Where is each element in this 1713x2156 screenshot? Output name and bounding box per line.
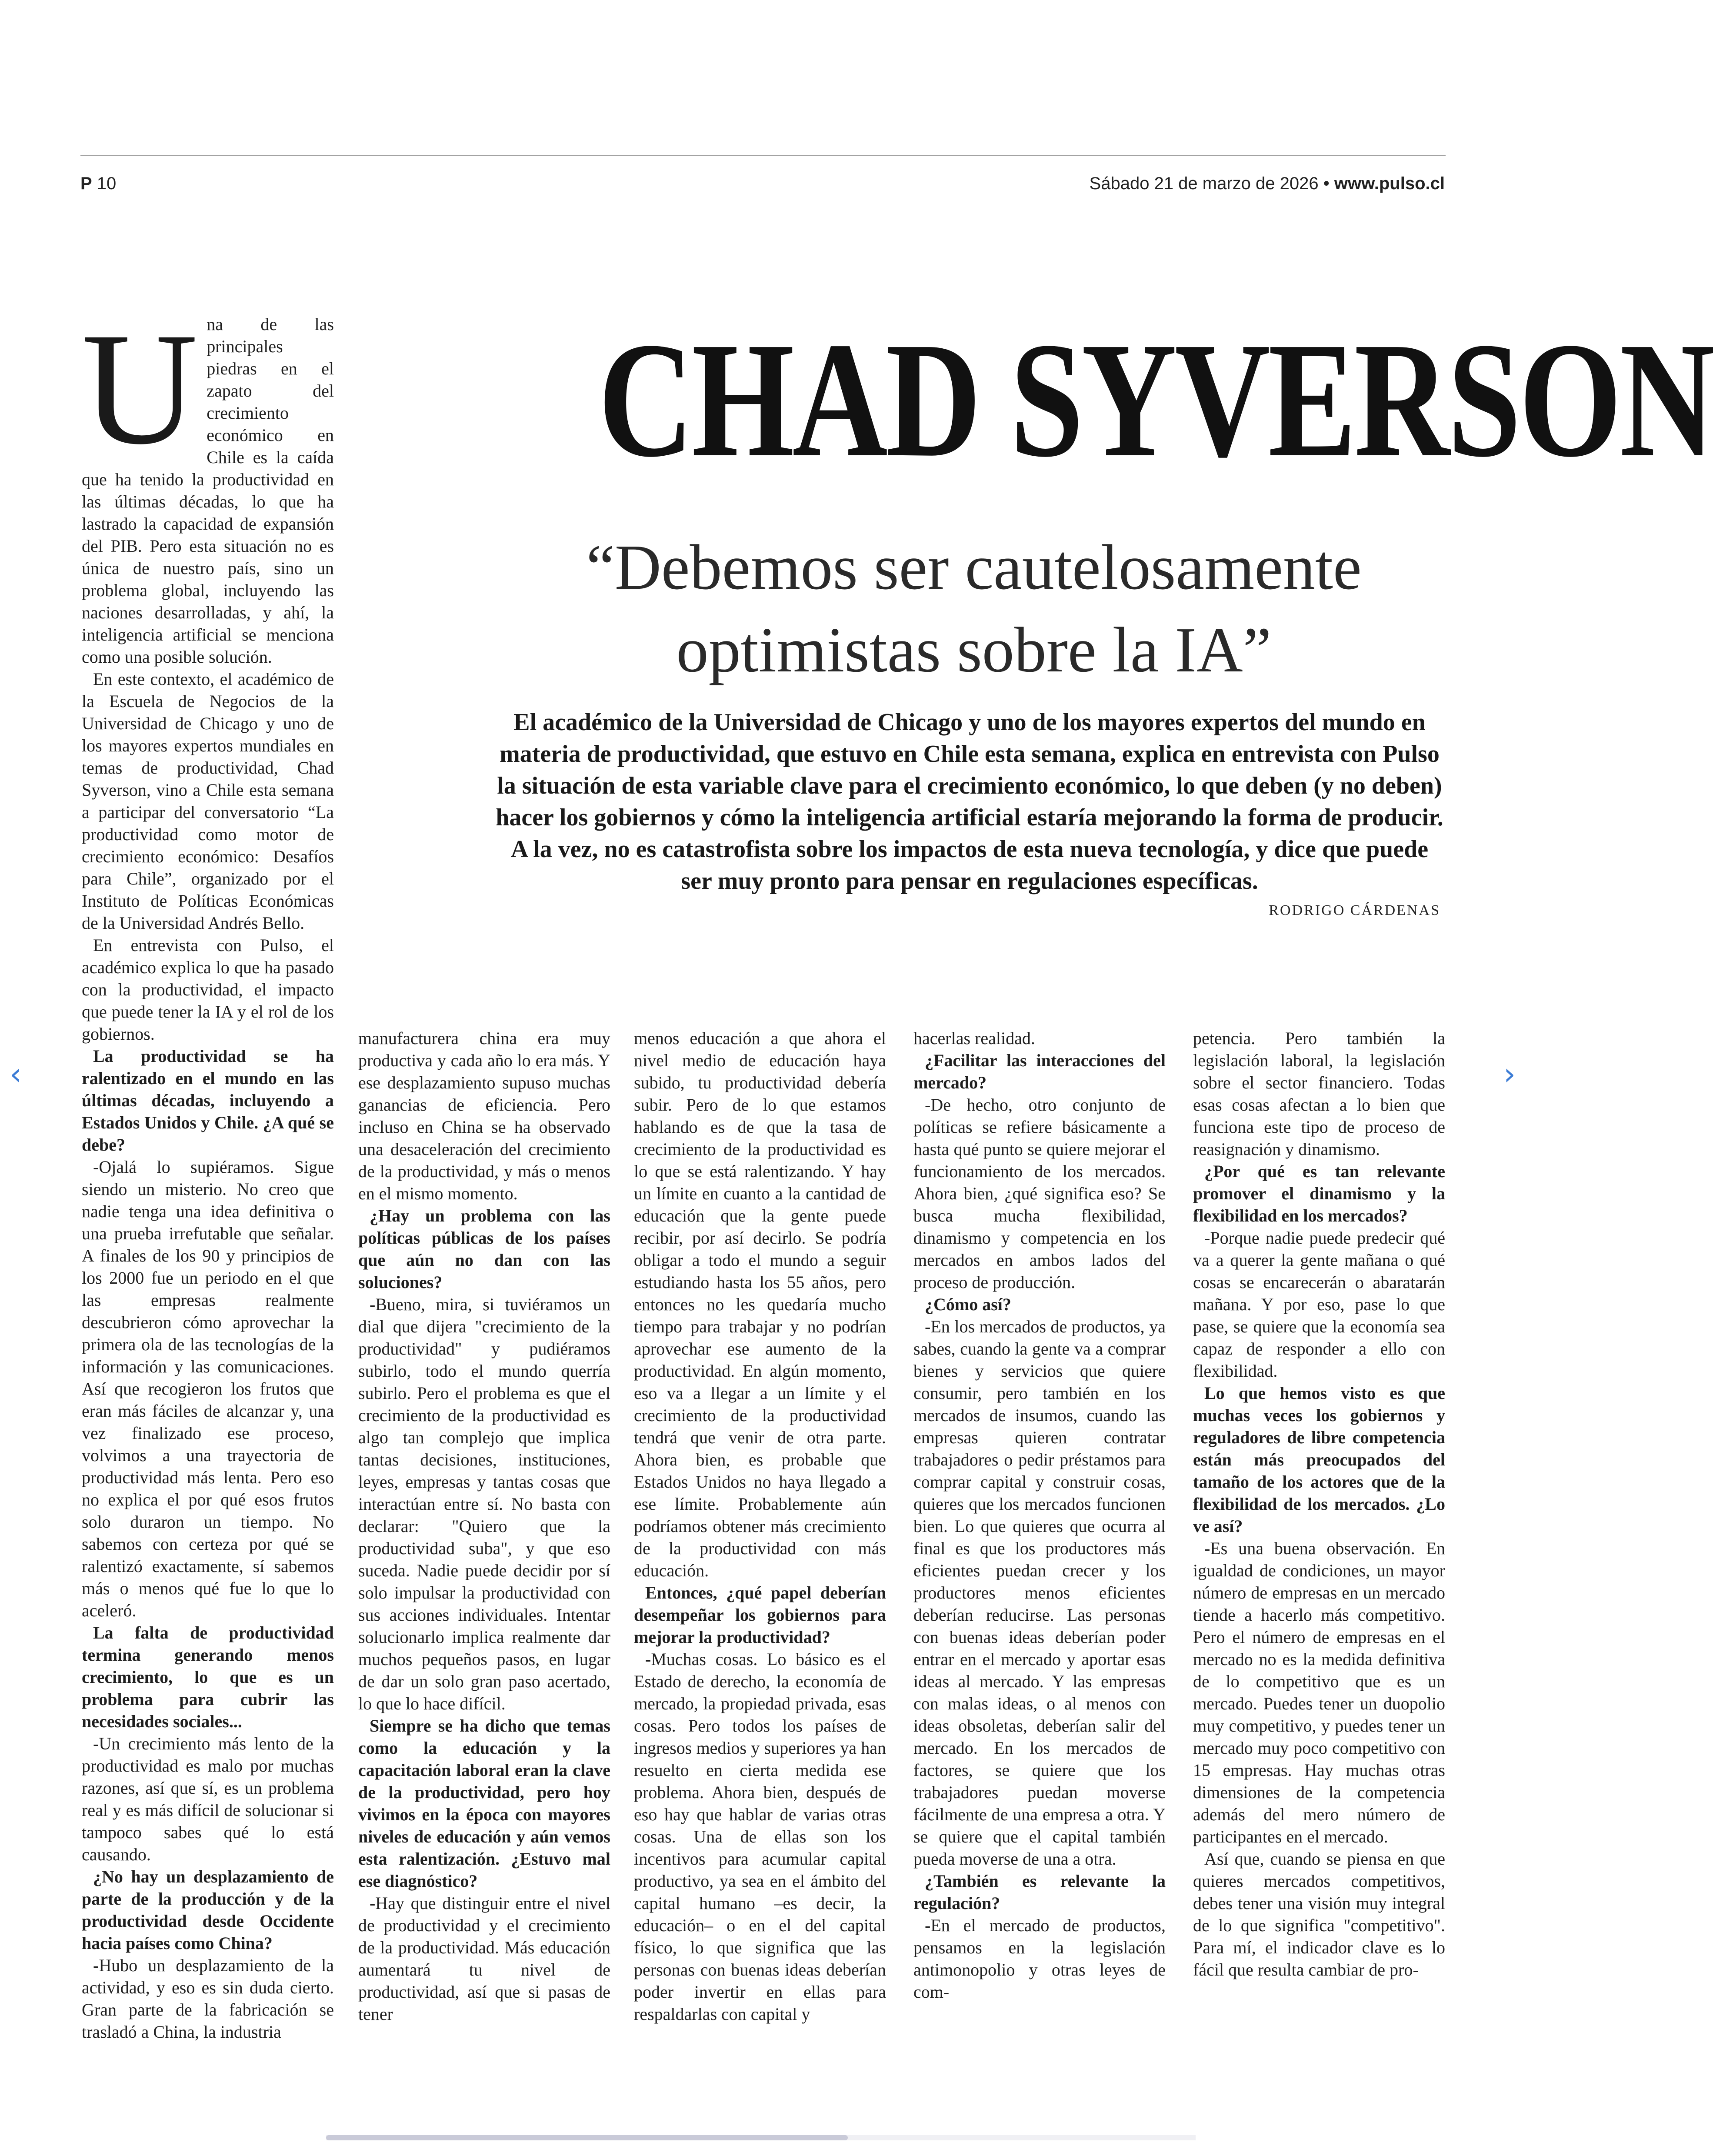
interview-question: ¿Cómo así?	[925, 1295, 1011, 1314]
interview-question: ¿Hay un problema con las políticas públicas de los países que aún no dan con las soluciones?	[358, 1206, 610, 1292]
interview-question: ¿También es relevante la regulación?	[913, 1871, 1166, 1913]
interview-question: Lo que hemos visto es que muchas veces los gobiernos y reguladores de libre competencia están más preocupados del tamaño de los actores que de la flexibilidad de los mercados. ¿Lo ve así?	[1193, 1383, 1445, 1536]
page-number-value: 10	[97, 174, 117, 193]
article-column-3	[634, 1027, 886, 2024]
interview-question: La productividad se ha ralentizado en el mundo en las últimas décadas, incluyendo a Estados Unidos y Chile. ¿A qué se debe?	[82, 1046, 334, 1155]
next-page-arrow-icon[interactable]: ›	[1503, 1056, 1516, 1092]
body-paragraph: -En el mercado de productos, pensamos en la legislación antimonopolio y otras leyes de com-	[913, 1916, 1166, 2002]
body-paragraph: En entrevista con Pulso, el académico explica lo que ha pasado con la productividad, el impacto que puede tener la IA y el rol de los gobiernos.	[82, 935, 334, 1044]
interview-question: Entonces, ¿qué papel deberían desempeñar los gobiernos para mejorar la productividad?	[634, 1583, 886, 1647]
body-paragraph: na de las principales piedras en el zapato del crecimiento económico en Chile es la caída que ha tenido la productividad en las últimas décadas, lo que ha lastrado la capacidad de expansión del PIB. Pero esta situación no es única de nuestro país, sino un problema global, incluyendo las naciones desarrolladas, y ahí, la inteligencia artificial se menciona como una posible solución.	[82, 314, 334, 667]
issue-date: Sábado 21 de marzo de 2026	[1089, 174, 1319, 193]
body-paragraph: -Es una buena observación. En igualdad de condiciones, un mayor número de empresas en un mercado tiende a hacerlo más competitivo. Pero el número de empresas en el mercado no es la medida definitiva de lo competitivo que es un mercado. Puedes tener un duopolio muy competitivo, y puedes tener un mercado muy poco competitivo con 15 empresas. Hay muchas otras dimensiones de la competencia además del mero número de participantes en el mercado.	[1193, 1539, 1445, 1846]
body-paragraph: -De hecho, otro conjunto de políticas se refiere básicamente a hasta qué punto se quiere mejorar el funcionamiento de los mercados. Ahora bien, ¿qué significa eso? Se busca mucha flexibilidad, dinamismo y competencia en los mercados en ambos lados del proceso de producción.	[913, 1095, 1166, 1292]
horizontal-scrollbar[interactable]	[326, 2135, 1196, 2140]
article-column-2	[358, 1027, 610, 2024]
interview-question: ¿No hay un desplazamiento de parte de la producción y de la productividad desde Occidente hacia países como China?	[82, 1867, 334, 1953]
drop-cap: U	[82, 300, 198, 478]
body-paragraph: -Bueno, mira, si tuviéramos un dial que dijera "crecimiento de la productividad" y pudiéramos subirlo, todo el mundo querría subirlo. Pero el problema es que el crecimiento de la productividad es algo tan complejo que implica tantas decisiones, instituciones, leyes, empresas y tantas cosas que interactúan entre sí. No basta con declarar: "Quiero que la productividad suba", y que eso suceda. Nadie puede decidir por sí solo impulsar la productividad con sus acciones individuales. Intentar solucionarlo implica realmente dar muchos pequeños pasos, en lugar de dar un solo gran paso acertado, lo que lo hace difícil.	[358, 1295, 610, 1713]
body-paragraph: -Ojalá lo supiéramos. Sigue siendo un misterio. No creo que nadie tenga una idea definitiva o una prueba irrefutable que señalar. A finales de los 90 y principios de los 2000 fue un periodo en el que las empresas realmente descubrieron cómo aprovechar la primera ola de las tecnologías de la información y las comunicaciones. Así que recogieron los frutos que eran más fáciles de alcanzar y, una vez finalizado ese proceso, volvimos a una trayectoria de productividad más lenta. Pero eso no explica el por qué esos frutos solo duraron un tiempo. No sabemos con certeza por qué se ralentizó exactamente, sí sabemos más o menos qué fue lo que lo aceleró.	[82, 1157, 334, 1620]
article-column-4	[913, 1027, 1166, 2001]
scrollbar-thumb[interactable]	[326, 2135, 848, 2140]
page-prefix: P	[80, 174, 92, 193]
body-paragraph: menos educación a que ahora el nivel medio de educación haya subido, tu productividad debería subir. Pero de lo que estamos hablando es de que la tasa de crecimiento de la productividad es lo que se está ralentizando. Y hay un límite en cuanto a la cantidad de educación que la gente puede recibir, por así decirlo. Se podría obligar a todo el mundo a seguir estudiando hasta los 55 años, pero entonces no les quedaría mucho tiempo para trabajar y no podrían aprovechar ese aumento de la productividad. En algún momento, eso va a llegar a un límite y el crecimiento de la productividad tendrá que venir de otra parte. Ahora bien, es probable que Estados Unidos no haya llegado a ese límite. Probablemente aún podríamos obtener más crecimiento de la productividad con más educación.	[634, 1028, 886, 1580]
body-paragraph: -Porque nadie puede predecir qué va a querer la gente mañana o qué cosas se encarecerán o abaratarán mañana. Y por eso, pase lo que pase, se quiere que la economía sea capaz de responder a ello con flexibilidad.	[1193, 1228, 1445, 1381]
article-column-5	[1193, 1027, 1445, 2001]
body-paragraph: -Hay que distinguir entre el nivel de productividad y el crecimiento de la productividad. Más educación aumentará tu nivel de productividad, así que si pasas de tener	[358, 1893, 610, 2024]
dateline	[1090, 174, 1445, 194]
page-number	[80, 174, 116, 194]
site-url: www.pulso.cl	[1334, 174, 1445, 193]
body-paragraph: -Un crecimiento más lento de la productividad es malo por muchas razones, así que sí, es un problema real y es más difícil de solucionar si tampoco sabes qué lo está causando.	[82, 1734, 334, 1864]
bullet: •	[1323, 174, 1330, 193]
body-paragraph: -Hubo un desplazamiento de la actividad, y eso es sin duda cierto. Gran parte de la fabricación se trasladó a China, la industria	[82, 1956, 334, 2042]
pull-quote: “Debemos ser cautelosamente optimistas sobre la IA”	[586, 532, 1362, 686]
previous-page-arrow-icon[interactable]: ‹	[10, 1056, 22, 1092]
interview-question: ¿Por qué es tan relevante promover el dinamismo y la flexibilidad en los mercados?	[1193, 1161, 1445, 1225]
body-paragraph: Así que, cuando se piensa en que quieres mercados competitivos, debes tener una visión muy integral de lo que significa "competitivo". Para mí, el indicador clave es lo fácil que resulta cambiar de pro-	[1193, 1849, 1445, 1979]
interview-question: La falta de productividad termina generando menos crecimiento, lo que es un problema para cubrir las necesidades sociales...	[82, 1623, 334, 1731]
body-paragraph: petencia. Pero también la legislación laboral, la legislación sobre el sector financiero. Todas esas cosas afectan a lo bien que funciona este tipo de proceso de reasignación y dinamismo.	[1193, 1028, 1445, 1159]
header-rule	[80, 155, 1446, 156]
interview-question: Siempre se ha dicho que temas como la educación y la capacitación laboral eran la clave de la productividad, pero hoy vivimos en la época con mayores niveles de educación y aún vemos esta ralentización. ¿Estuvo mal ese diagnóstico?	[358, 1716, 610, 1891]
body-paragraph: -Muchas cosas. Lo básico es el Estado de derecho, la economía de mercado, la propiedad privada, esas cosas. Pero todos los países de ingresos medios y superiores ya han resuelto en cierta medida ese problema. Ahora bien, después de eso hay que hablar de varias otras cosas. Una de ellas son los incentivos para acumular capital productivo, ya sea en el ámbito del capital humano –es decir, la educación– o en el del capital físico, lo que significa que las personas con buenas ideas deberían poder invertir en ellas para respaldarlas con capital y	[634, 1649, 886, 2024]
headline: CHAD SYVERSON	[598, 308, 1713, 491]
body-paragraph: manufacturera china era muy productiva y cada año lo era más. Y ese desplazamiento supuso muchas ganancias de eficiencia. Pero incluso en China se ha observado una desaceleración del crecimiento de la productividad, y más o menos en el mismo momento.	[358, 1028, 610, 1203]
article-column-1	[82, 300, 334, 2042]
byline: RODRIGO CÁRDENAS	[1269, 902, 1440, 918]
body-paragraph: hacerlas realidad.	[913, 1028, 1035, 1048]
body-paragraph: En este contexto, el académico de la Escuela de Negocios de la Universidad de Chicago y uno de los mayores expertos mundiales en temas de productividad, Chad Syverson, vino a Chile esta semana a participar del conversatorio “La productividad como motor de crecimiento económico: Desafíos para Chile”, organizado por el Instituto de Políticas Económicas de la Universidad Andrés Bello.	[82, 669, 334, 933]
article-deck: El académico de la Universidad de Chicago y uno de los mayores expertos del mundo en materia de productividad, que estuvo en Chile esta semana, explica en entrevista con Pulso la situación de esta variable clave para el crecimiento económico, lo que deben (y no deben) hacer los gobiernos y cómo la inteligencia artificial estaría mejorando la forma de producir. A la vez, no es catastrofista sobre los impactos de esta nueva tecnología, y dice que puede ser muy pronto para pensar en regulaciones específicas.	[496, 709, 1443, 894]
body-paragraph: -En los mercados de productos, ya sabes, cuando la gente va a comprar bienes y servicios que quiere consumir, pero también en los mercados de insumos, cuando las empresas quieren contratar trabajadores o pedir préstamos para comprar capital y construir cosas, quieres que los mercados funcionen bien. Lo que quieres que ocurra al final es que los productores más eficientes puedan crecer y los productores menos eficientes deberían reducirse. Las personas con buenas ideas deberían poder entrar en el mercado y aportar esas ideas al mercado. Y las empresas con malas ideas, o al menos con ideas obsoletas, deberían salir del mercado. En los mercados de factores, se quiere que los trabajadores puedan moverse fácilmente de una empresa a otra. Y se quiere que el capital también pueda moverse de una a otra.	[913, 1317, 1166, 1869]
interview-question: ¿Facilitar las interacciones del mercado?	[913, 1051, 1166, 1092]
